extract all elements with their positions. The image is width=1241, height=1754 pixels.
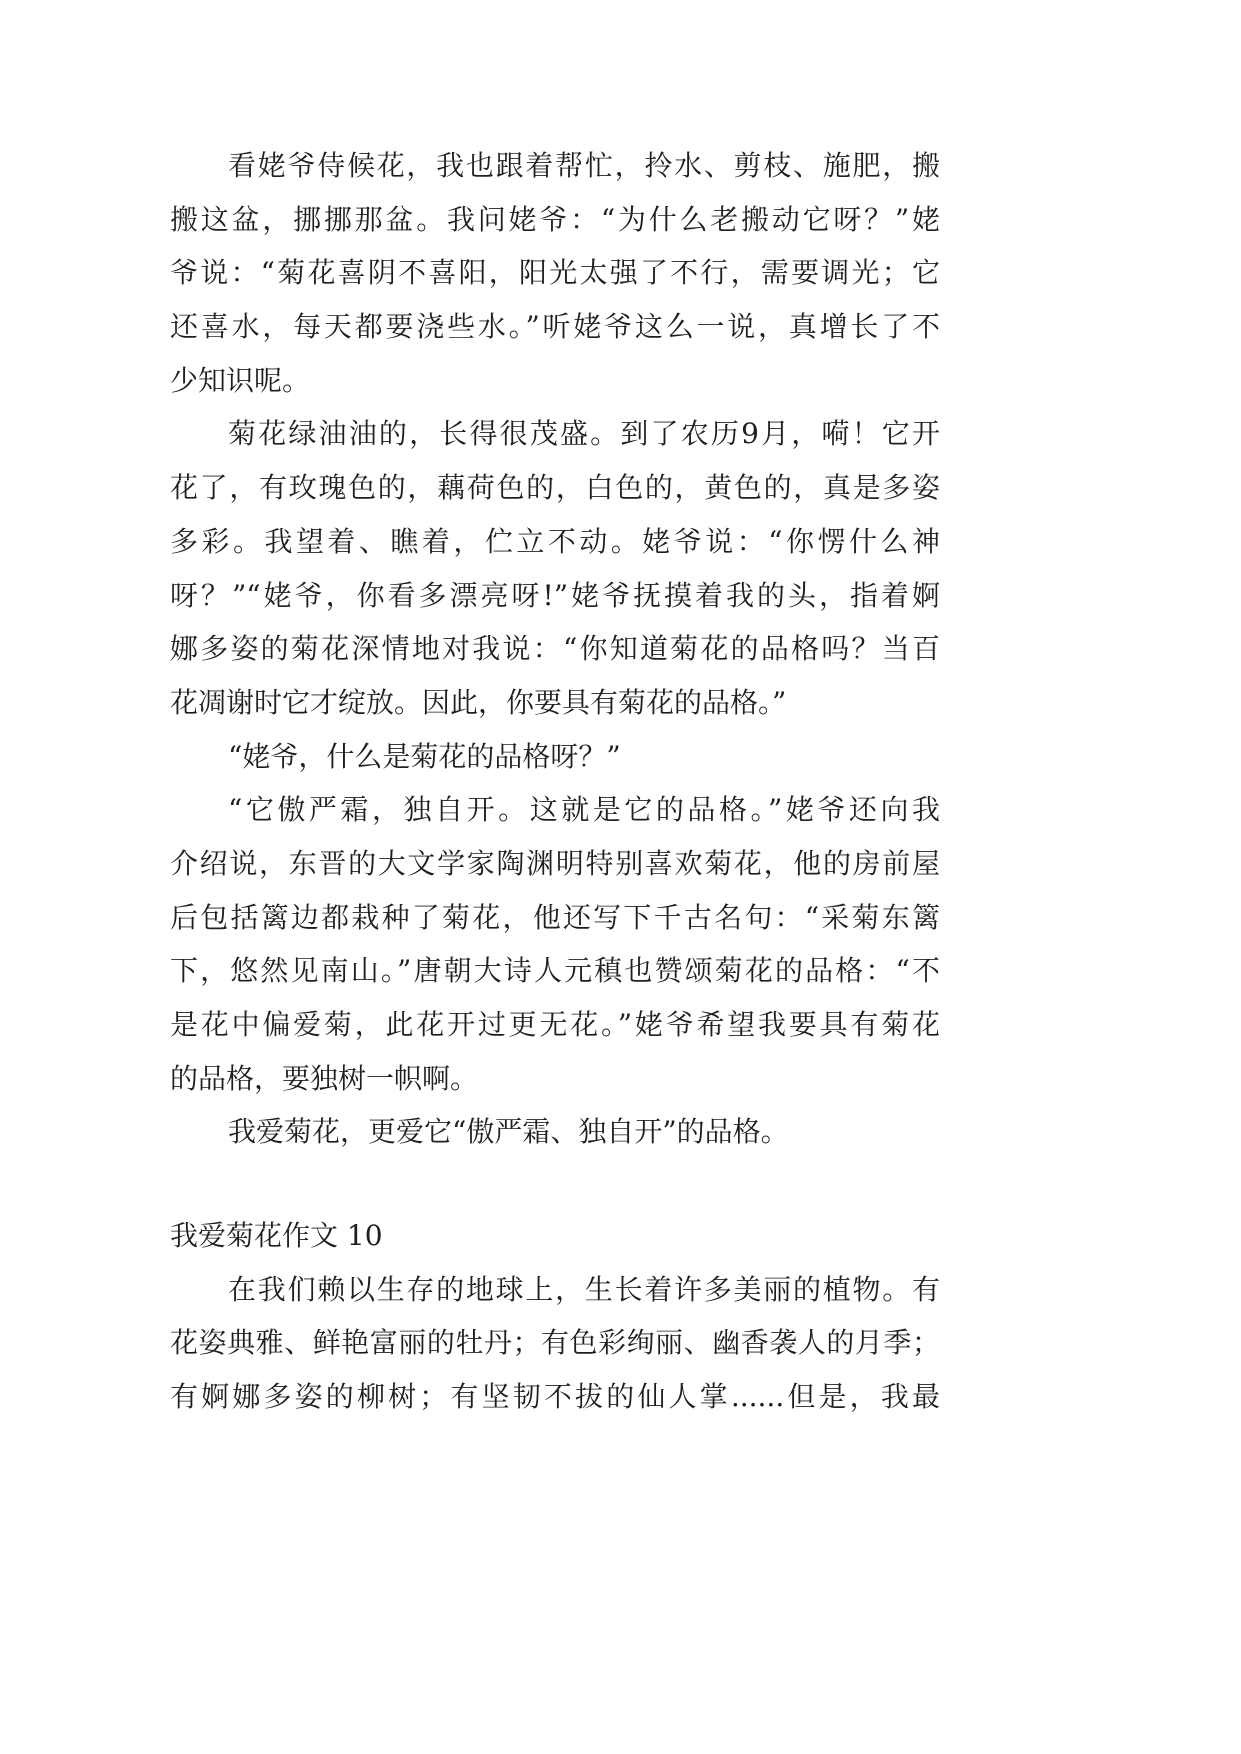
text-line: “它傲严霜，独自开。这就是它的品格。”姥爷还向我 xyxy=(228,793,940,827)
text-line: 爷说：“菊花喜阴不喜阳，阳光太强了不行，需要调光；它 xyxy=(170,256,940,290)
paragraph xyxy=(170,1105,940,1159)
text-line: 少知识呢。 xyxy=(170,363,311,397)
text-line: 在我们赖以生存的地球上，生长着许多美丽的植物。有 xyxy=(228,1272,940,1306)
text-line: 还喜水，每天都要浇些水。”听姥爷这么一说，真增长了不 xyxy=(170,310,940,344)
text-line: 搬这盆，挪挪那盆。我问姥爷：“为什么老搬动它呀？”姥 xyxy=(170,202,940,236)
next-essay-text xyxy=(170,1263,940,1424)
essay-title: 我爱菊花作文 10 xyxy=(170,1219,383,1253)
paragraph xyxy=(170,407,940,729)
text-line: 是花中偏爱菊，此花开过更无花。”姥爷希望我要具有菊花 xyxy=(170,1008,940,1041)
text-line: 我爱菊花，更爱它“傲严霜、独自开”的品格。 xyxy=(228,1115,789,1149)
text-line: 花了，有玫瑰色的，藕荷色的，白色的，黄色的，真是多姿 xyxy=(170,471,940,505)
paragraph xyxy=(170,783,940,1105)
text-line: 后包括篱边都栽种了菊花，他还写下千古名句：“采菊东篱 xyxy=(170,900,940,934)
text-line: 呀？”“姥爷，你看多漂亮呀!”姥爷抚摸着我的头，指着婀 xyxy=(170,578,940,612)
text-line: 花凋谢时它才绽放。因此，你要具有菊花的品格。” xyxy=(170,685,787,719)
text-line: 菊花绿油油的，长得很茂盛。到了农历9月，嗬！它开 xyxy=(228,417,940,451)
text-line: 看姥爷侍候花，我也跟着帮忙，拎水、剪枝、施肥，搬 xyxy=(228,149,940,182)
text-line: 的品格，要独树一帜啊。 xyxy=(170,1061,479,1095)
text-line: 多彩。我望着、瞧着，伫立不动。姥爷说：“你愣什么神 xyxy=(170,524,940,558)
text-line: 介绍说，东晋的大文学家陶渊明特别喜欢菊花，他的房前屋 xyxy=(170,846,940,880)
text-line: “姥爷，什么是菊花的品格呀？” xyxy=(228,739,621,773)
continued-essay-text xyxy=(170,139,940,1159)
text-line: 花姿典雅、鲜艳富丽的牡丹；有色彩绚丽、幽香袭人的月季； xyxy=(170,1326,940,1360)
document-body xyxy=(170,139,940,1424)
text-line: 有婀娜多姿的柳树；有坚韧不拔的仙人掌......但是，我最 xyxy=(170,1380,940,1414)
paragraph xyxy=(170,730,940,784)
paragraph xyxy=(170,139,940,407)
text-line: 下，悠然见南山。”唐朝大诗人元稹也赞颂菊花的品格：“不 xyxy=(170,954,940,988)
text-line: 娜多姿的菊花深情地对我说：“你知道菊花的品格吗？当百 xyxy=(170,632,940,666)
paragraph xyxy=(170,1263,940,1424)
